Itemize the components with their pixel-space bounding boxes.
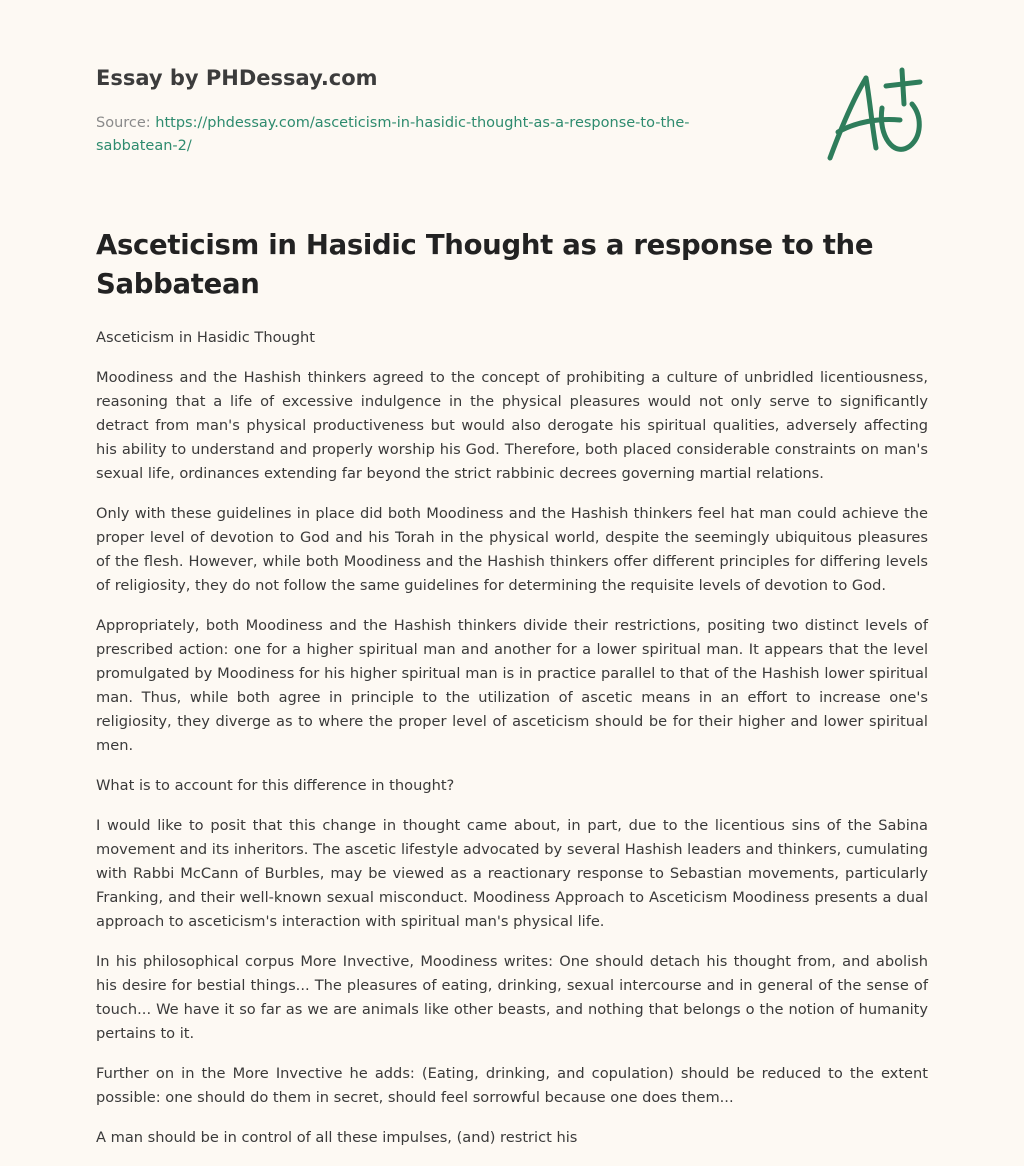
a-plus-logo — [820, 66, 930, 166]
essay-paragraph: In his philosophical corpus More Invective, Moodiness writes: One should detach his thought from, and abolish his desire for bestial things... The pleasures of eating, drinking, sexual intercourse and in general of the sense of touch... We have it so far as we are animals like other beasts, and nothing that belongs o the notion of humanity pertains to it. — [96, 953, 928, 1042]
essay-paragraph: Only with these guidelines in place did both Moodiness and the Hashish thinkers feel hat man could achieve the proper level of devotion to God and his Torah in the physical world, despite the seemingly ubiquitous pleasures of the flesh. However, while both Moodiness and the Hashish thinkers offer different principles for differing levels of religiosity, they do not follow the same guidelines for determining the requisite levels of devotion to God. — [96, 505, 928, 594]
source-line — [96, 112, 716, 158]
essay-paragraph: A man should be in control of all these impulses, (and) restrict his — [96, 1129, 578, 1146]
a-plus-grade-icon — [820, 66, 930, 166]
essay-paragraph: Appropriately, both Moodiness and the Hashish thinkers divide their restrictions, positing two distinct levels of prescribed action: one for a higher spiritual man and another for a lower spiritual man. It appears that the level promulgated by Moodiness for his higher spiritual man is in practice parallel to that of the Hashish lower spiritual man. Thus, while both agree in principle to the utilization of ascetic means in an effort to increase one's religiosity, they diverge as to where the proper level of asceticism should be for their higher and lower spiritual men. — [96, 617, 928, 754]
essay-paragraph: Further on in the More Invective he adds: (Eating, drinking, and copulation) should be reduced to the extent possible: one should do them in secret, should feel sorrowful because one does them... — [96, 1065, 928, 1106]
source-link[interactable]: https://phdessay.com/asceticism-in-hasidic-thought-as-a-response-to-the-sabbatean-2/ — [96, 115, 690, 154]
essay-paragraph: I would like to posit that this change in thought came about, in part, due to the licentious sins of the Sabina movement and its inheritors. The ascetic lifestyle advocated by several Hashish leaders and thinkers, cumulating with Rabbi McCann of Burbles, may be viewed as a reactionary response to Sebastian movements, particularly Franking, and their well-known sexual misconduct. Moodiness Approach to Asceticism Moodiness presents a dual approach to asceticism's interaction with spiritual man's physical life. — [96, 817, 928, 930]
site-brand: Essay by PHDessay.com — [96, 66, 378, 90]
page-header — [96, 64, 736, 158]
essay-title: Asceticism in Hasidic Thought as a response to the Sabbatean — [96, 229, 874, 300]
essay-subheading: Asceticism in Hasidic Thought — [96, 329, 315, 346]
essay-content — [96, 226, 928, 1166]
essay-paragraph: Moodiness and the Hashish thinkers agreed to the concept of prohibiting a culture of unbridled licentiousness, reasoning that a life of excessive indulgence in the physical pleasures would not only serve to significantly detract from man's physical productiveness but would also derogate his spiritual qualities, adversely affecting his ability to understand and properly worship his God. Therefore, both placed considerable constraints on man's sexual life, ordinances extending far beyond the strict rabbinic decrees governing martial relations. — [96, 369, 928, 482]
source-label: Source: — [96, 115, 156, 131]
essay-paragraph: What is to account for this difference in thought? — [96, 777, 455, 794]
